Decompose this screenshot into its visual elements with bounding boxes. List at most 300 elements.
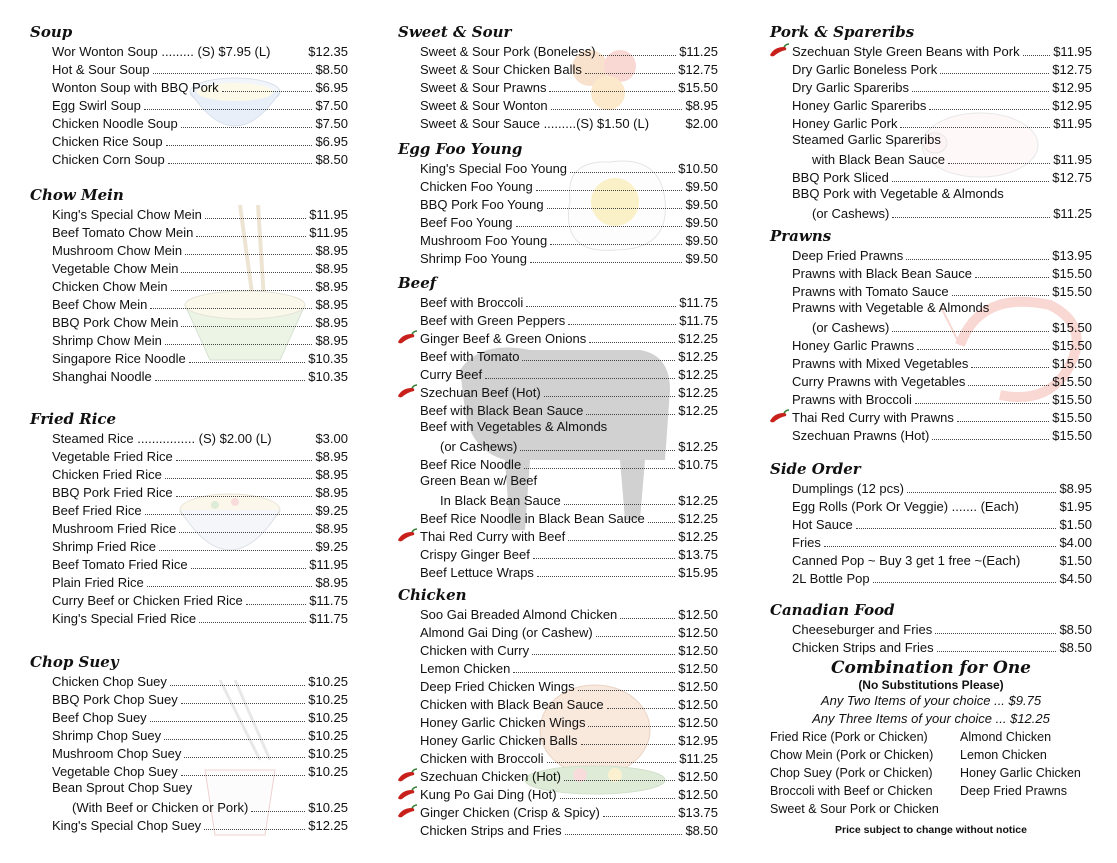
item-price: $10.25 — [308, 728, 348, 743]
leader-dots — [607, 708, 676, 709]
menu-item — [398, 749, 718, 767]
item-price: $8.95 — [315, 261, 348, 276]
leader-dots — [522, 360, 675, 361]
item-price: $8.95 — [315, 485, 348, 500]
menu-item — [398, 641, 718, 659]
leader-dots — [246, 604, 306, 605]
menu-section-egg-foo-young — [398, 139, 718, 267]
menu-item — [398, 177, 718, 195]
leader-dots — [588, 726, 675, 727]
leader-dots — [165, 478, 313, 479]
combo-two-items: Any Two Items of your choice ... $9.75 — [820, 693, 1042, 708]
menu-item — [770, 264, 1092, 282]
item-name: Mushroom Chow Mein — [52, 243, 183, 258]
item-price: $15.50 — [1052, 356, 1092, 371]
leader-dots — [568, 324, 676, 325]
item-name: Beef Chop Suey — [52, 710, 147, 725]
item-price: $10.35 — [308, 369, 348, 384]
menu-item — [398, 329, 718, 347]
menu-item — [398, 695, 718, 713]
item-name: Chicken with Black Bean Sauce — [420, 697, 604, 712]
menu-item — [770, 497, 1092, 515]
item-price: $1.50 — [1059, 517, 1092, 532]
leader-dots — [873, 582, 1057, 583]
combo-option: Sweet & Sour Pork or Chicken — [770, 802, 939, 816]
item-name: 2L Bottle Pop — [792, 571, 870, 586]
menu-item — [770, 515, 1092, 533]
item-name: Vegetable Fried Rice — [52, 449, 173, 464]
item-price: $11.95 — [309, 225, 348, 240]
menu-item — [30, 816, 348, 834]
item-name: Chicken Noodle Soup — [52, 116, 178, 131]
item-price: $10.25 — [308, 764, 348, 779]
menu-item — [30, 259, 348, 277]
menu-section-soup — [30, 22, 348, 168]
item-price: $15.50 — [1052, 320, 1092, 335]
item-price: $15.50 — [1052, 266, 1092, 281]
item-name: Beef Chow Mein — [52, 297, 148, 312]
leader-dots — [189, 362, 306, 363]
item-name: Dumplings (12 pcs) — [792, 481, 904, 496]
item-price: $12.50 — [678, 787, 718, 802]
leader-dots — [648, 522, 675, 523]
item-name: (or Cashews) — [440, 439, 518, 454]
leader-dots — [181, 127, 313, 128]
item-name: BBQ Pork Chop Suey — [52, 692, 178, 707]
menu-item — [30, 60, 348, 78]
item-name: Chicken Foo Young — [420, 179, 533, 194]
leader-dots — [892, 217, 1050, 218]
leader-dots — [940, 73, 1049, 74]
item-price: $11.95 — [1053, 44, 1092, 59]
menu-item — [398, 114, 718, 132]
item-name: Beef Lettuce Wraps — [420, 565, 534, 580]
menu-item — [770, 186, 1092, 222]
leader-dots — [565, 834, 683, 835]
item-price: $12.25 — [678, 403, 718, 418]
menu-item — [770, 533, 1092, 551]
item-name: King's Special Foo Young — [420, 161, 568, 176]
menu-item — [30, 277, 348, 295]
item-name: (or Cashews) — [812, 206, 890, 221]
item-name: Dry Garlic Boneless Pork — [792, 62, 938, 77]
item-name: Chicken with Broccoli — [420, 751, 544, 766]
combo-option: Deep Fried Prawns — [960, 784, 1067, 798]
menu-item — [770, 96, 1092, 114]
menu-item — [30, 591, 348, 609]
item-name: Singapore Rice Noodle — [52, 351, 186, 366]
item-name: Vegetable Chop Suey — [52, 764, 178, 779]
item-price: $9.50 — [685, 215, 718, 230]
menu-item — [30, 672, 348, 690]
leader-dots — [564, 780, 675, 781]
item-price: $12.50 — [678, 697, 718, 712]
menu-item — [30, 114, 348, 132]
leader-dots — [544, 396, 676, 397]
menu-item — [30, 429, 348, 447]
menu-item — [30, 313, 348, 331]
item-price: $8.95 — [315, 449, 348, 464]
leader-dots — [185, 254, 312, 255]
item-price: $10.75 — [678, 457, 718, 472]
item-price: $15.50 — [1052, 410, 1092, 425]
menu-item — [30, 241, 348, 259]
menu-item — [30, 367, 348, 385]
leader-dots — [547, 762, 677, 763]
item-name: Crispy Ginger Beef — [420, 547, 530, 562]
item-name: Sweet & Sour Prawns — [420, 80, 547, 95]
menu-item — [30, 609, 348, 627]
item-price: $9.50 — [685, 233, 718, 248]
item-price: $12.50 — [678, 769, 718, 784]
section-title: Fried Rice — [30, 410, 117, 428]
item-name: Vegetable Chow Mein — [52, 261, 179, 276]
item-price: $11.25 — [679, 751, 718, 766]
item-name: Shrimp Fried Rice — [52, 539, 157, 554]
item-name: Beef with Vegetables & Almonds — [420, 419, 608, 434]
menu-item — [30, 537, 348, 555]
leader-dots — [1023, 55, 1051, 56]
item-price: $12.50 — [678, 607, 718, 622]
section-title: Pork & Spareribs — [770, 23, 915, 41]
leader-dots — [147, 586, 313, 587]
leader-dots — [530, 262, 682, 263]
menu-item — [398, 365, 718, 383]
menu-item — [770, 479, 1092, 497]
leader-dots — [892, 181, 1049, 182]
item-name: Beef Rice Noodle in Black Bean Sauce — [420, 511, 645, 526]
item-price: $11.95 — [1053, 116, 1092, 131]
combo-option: Honey Garlic Chicken — [960, 766, 1081, 780]
menu-item — [30, 295, 348, 313]
item-name: Chicken Chow Mein — [52, 279, 168, 294]
item-name: Mushroom Fried Rice — [52, 521, 177, 536]
menu-item — [398, 509, 718, 527]
item-name: Sweet & Sour Pork (Boneless) — [420, 44, 596, 59]
leader-dots — [165, 344, 313, 345]
item-price: $8.95 — [315, 243, 348, 258]
item-name: (or Cashews) — [812, 320, 890, 335]
item-name: Wonton Soup with BBQ Pork — [52, 80, 219, 95]
leader-dots — [222, 91, 313, 92]
menu-item — [398, 42, 718, 60]
section-title: Chow Mein — [30, 186, 124, 204]
item-name: Beef Fried Rice — [52, 503, 142, 518]
menu-section-fried-rice — [30, 409, 348, 627]
leader-dots — [570, 172, 675, 173]
leader-dots — [251, 811, 305, 812]
leader-dots — [568, 540, 675, 541]
item-name: with Black Bean Sauce — [812, 152, 945, 167]
menu-section-chicken — [398, 585, 718, 839]
menu-item — [30, 690, 348, 708]
item-name: Curry Beef — [420, 367, 483, 382]
item-name: Szechuan Prawns (Hot) — [792, 428, 930, 443]
item-price: $8.95 — [315, 315, 348, 330]
combo-option: Broccoli with Beef or Chicken — [770, 784, 933, 798]
menu-item — [398, 545, 718, 563]
menu-item — [398, 96, 718, 114]
item-price: $12.50 — [678, 679, 718, 694]
menu-item — [770, 246, 1092, 264]
item-name: Canned Pop ~ Buy 3 get 1 free ~(Each) — [792, 553, 1021, 568]
menu-item — [30, 555, 348, 573]
leader-dots — [181, 775, 305, 776]
leader-dots — [191, 568, 307, 569]
leader-dots — [196, 236, 306, 237]
leader-dots — [824, 546, 1057, 547]
leader-dots — [171, 290, 313, 291]
item-price: $11.25 — [679, 44, 718, 59]
item-price: $10.25 — [308, 692, 348, 707]
item-name: King's Special Chow Mein — [52, 207, 202, 222]
item-name: Steamed Rice ................ (S) $2.00 (L) — [52, 431, 272, 446]
item-price: $13.95 — [1052, 248, 1092, 263]
menu-item — [30, 465, 348, 483]
item-name: Almond Gai Ding (or Cashew) — [420, 625, 593, 640]
section-title: Chicken — [398, 586, 467, 604]
menu-item — [770, 426, 1092, 444]
item-price: $1.50 — [1059, 553, 1092, 568]
menu-item — [398, 455, 718, 473]
price-footnote: Price subject to change without notice — [835, 824, 1027, 836]
chili-pepper-icon — [396, 786, 418, 800]
leader-dots — [549, 91, 675, 92]
menu-item — [398, 731, 718, 749]
menu-item — [30, 205, 348, 223]
menu-section-beef — [398, 273, 718, 581]
menu-item — [398, 419, 718, 455]
item-name: Ginger Chicken (Crisp & Spicy) — [420, 805, 600, 820]
leader-dots — [935, 633, 1056, 634]
item-price: $13.75 — [678, 547, 718, 562]
chili-pepper-icon — [396, 384, 418, 398]
menu-item — [770, 551, 1092, 569]
item-name: BBQ Pork with Vegetable & Almonds — [792, 186, 1004, 201]
item-price: $9.25 — [315, 539, 348, 554]
item-price: $12.50 — [678, 625, 718, 640]
leader-dots — [550, 244, 682, 245]
item-price: $9.50 — [685, 197, 718, 212]
item-name: Curry Beef or Chicken Fried Rice — [52, 593, 243, 608]
menu-item — [398, 159, 718, 177]
chili-pepper-icon — [396, 528, 418, 542]
menu-item — [398, 383, 718, 401]
item-name: Chicken with Curry — [420, 643, 530, 658]
section-title: Canadian Food — [770, 601, 895, 619]
menu-section-side-order — [770, 459, 1092, 587]
item-name: Szechuan Style Green Beans with Pork — [792, 44, 1020, 59]
leader-dots — [957, 421, 1049, 422]
leader-dots — [907, 492, 1056, 493]
menu-item — [30, 483, 348, 501]
item-price: $15.50 — [1052, 374, 1092, 389]
item-price: $8.50 — [315, 62, 348, 77]
item-name: King's Special Chop Suey — [52, 818, 202, 833]
menu-item — [398, 527, 718, 545]
menu-item — [770, 408, 1092, 426]
menu-item — [30, 447, 348, 465]
section-title: Soup — [30, 23, 73, 41]
item-price: $8.95 — [685, 98, 718, 113]
combo-option: Chop Suey (Pork or Chicken) — [770, 766, 933, 780]
item-price: $8.50 — [315, 152, 348, 167]
item-price: $12.25 — [678, 511, 718, 526]
item-name: Beef with Green Peppers — [420, 313, 566, 328]
menu-item — [30, 519, 348, 537]
leader-dots — [184, 757, 305, 758]
menu-item — [398, 78, 718, 96]
item-price: $15.50 — [1052, 338, 1092, 353]
item-price: $2.00 — [685, 116, 718, 131]
item-price: $8.95 — [1059, 481, 1092, 496]
leader-dots — [176, 496, 313, 497]
combo-option: Almond Chicken — [960, 730, 1052, 744]
chili-pepper-icon — [768, 409, 790, 423]
menu-item — [30, 501, 348, 519]
leader-dots — [586, 414, 675, 415]
combo-option: Lemon Chicken — [960, 748, 1047, 762]
menu-item — [398, 60, 718, 78]
leader-dots — [199, 622, 306, 623]
item-price: $8.95 — [315, 297, 348, 312]
item-price: $6.95 — [315, 134, 348, 149]
menu-item — [770, 114, 1092, 132]
menu-item — [770, 354, 1092, 372]
menu-item — [30, 223, 348, 241]
leader-dots — [937, 651, 1057, 652]
menu-item — [398, 401, 718, 419]
item-name: Sweet & Sour Chicken Balls — [420, 62, 582, 77]
item-name: Szechuan Chicken (Hot) — [420, 769, 561, 784]
item-name: Honey Garlic Prawns — [792, 338, 915, 353]
item-price: $12.75 — [678, 62, 718, 77]
leader-dots — [166, 145, 313, 146]
item-price: $12.25 — [678, 331, 718, 346]
leader-dots — [533, 558, 675, 559]
item-price: $12.25 — [678, 493, 718, 508]
menu-item — [30, 573, 348, 591]
item-price: $12.25 — [678, 367, 718, 382]
item-name: Lemon Chicken — [420, 661, 511, 676]
item-name: Shrimp Chop Suey — [52, 728, 162, 743]
item-name: BBQ Pork Sliced — [792, 170, 889, 185]
item-name: Beef with Tomato — [420, 349, 520, 364]
leader-dots — [929, 109, 1049, 110]
item-price: $8.50 — [685, 823, 718, 838]
item-price: $10.25 — [308, 800, 348, 815]
leader-dots — [179, 532, 312, 533]
item-price: $12.25 — [678, 439, 718, 454]
menu-item — [770, 282, 1092, 300]
leader-dots — [585, 73, 675, 74]
menu-item — [770, 42, 1092, 60]
menu-item — [398, 231, 718, 249]
combo-three-items: Any Three Items of your choice ... $12.25 — [812, 711, 1050, 726]
item-price: $11.25 — [1053, 206, 1092, 221]
item-name: Kung Po Gai Ding (Hot) — [420, 787, 557, 802]
menu-item — [770, 390, 1092, 408]
leader-dots — [524, 468, 675, 469]
leader-dots — [560, 798, 676, 799]
combination-for-one — [770, 658, 1092, 836]
item-price: $15.50 — [1052, 392, 1092, 407]
menu-section-pork-spareribs — [770, 22, 1092, 222]
item-price: $11.75 — [309, 611, 348, 626]
item-price: $10.35 — [308, 351, 348, 366]
leader-dots — [526, 306, 676, 307]
menu-item — [30, 78, 348, 96]
item-price: $12.95 — [1052, 80, 1092, 95]
item-name: Chicken Rice Soup — [52, 134, 163, 149]
item-name: King's Special Fried Rice — [52, 611, 197, 626]
combo-option: Fried Rice (Pork or Chicken) — [770, 730, 928, 744]
menu-item — [30, 762, 348, 780]
item-name: Beef Foo Young — [420, 215, 513, 230]
leader-dots — [603, 816, 675, 817]
menu-item — [398, 623, 718, 641]
chili-pepper-icon — [396, 768, 418, 782]
item-name: Prawns with Black Bean Sauce — [792, 266, 972, 281]
leader-dots — [599, 55, 677, 56]
item-name: Wor Wonton Soup ......... (S) $7.95 (L) — [52, 44, 271, 59]
leader-dots — [159, 550, 312, 551]
item-name: Sweet & Sour Wonton — [420, 98, 548, 113]
item-name: Steamed Garlic Spareribs — [792, 132, 941, 147]
leader-dots — [176, 460, 313, 461]
item-price: $10.25 — [308, 674, 348, 689]
leader-dots — [620, 618, 675, 619]
leader-dots — [948, 163, 1050, 164]
item-name: Chicken Chop Suey — [52, 674, 167, 689]
leader-dots — [589, 342, 675, 343]
item-name: Beef with Broccoli — [420, 295, 524, 310]
menu-item — [398, 249, 718, 267]
menu-item — [398, 713, 718, 731]
item-name: Hot Sauce — [792, 517, 853, 532]
menu-item — [30, 96, 348, 114]
menu-item — [30, 708, 348, 726]
combo-option: Chow Mein (Pork or Chicken) — [770, 748, 934, 762]
menu-item — [30, 349, 348, 367]
item-price: $7.50 — [315, 116, 348, 131]
item-name: Mushroom Foo Young — [420, 233, 548, 248]
item-name: Thai Red Curry with Beef — [420, 529, 566, 544]
item-name: Deep Fried Prawns — [792, 248, 904, 263]
item-price: $12.35 — [308, 44, 348, 59]
item-price: $11.75 — [679, 313, 718, 328]
item-price: $9.25 — [315, 503, 348, 518]
leader-dots — [578, 690, 676, 691]
item-name: Honey Garlic Spareribs — [792, 98, 927, 113]
leader-dots — [968, 385, 1049, 386]
item-price: $15.50 — [1052, 428, 1092, 443]
menu-item — [398, 311, 718, 329]
item-price: $6.95 — [315, 80, 348, 95]
item-name: Mushroom Chop Suey — [52, 746, 182, 761]
item-price: $10.25 — [308, 746, 348, 761]
item-name: Green Bean w/ Beef — [420, 473, 538, 488]
item-price: $10.50 — [678, 161, 718, 176]
section-title: Chop Suey — [30, 653, 119, 671]
leader-dots — [181, 272, 312, 273]
leader-dots — [975, 277, 1049, 278]
menu-item — [30, 132, 348, 150]
item-price: $12.25 — [678, 529, 718, 544]
leader-dots — [906, 259, 1049, 260]
leader-dots — [155, 380, 305, 381]
leader-dots — [205, 218, 306, 219]
